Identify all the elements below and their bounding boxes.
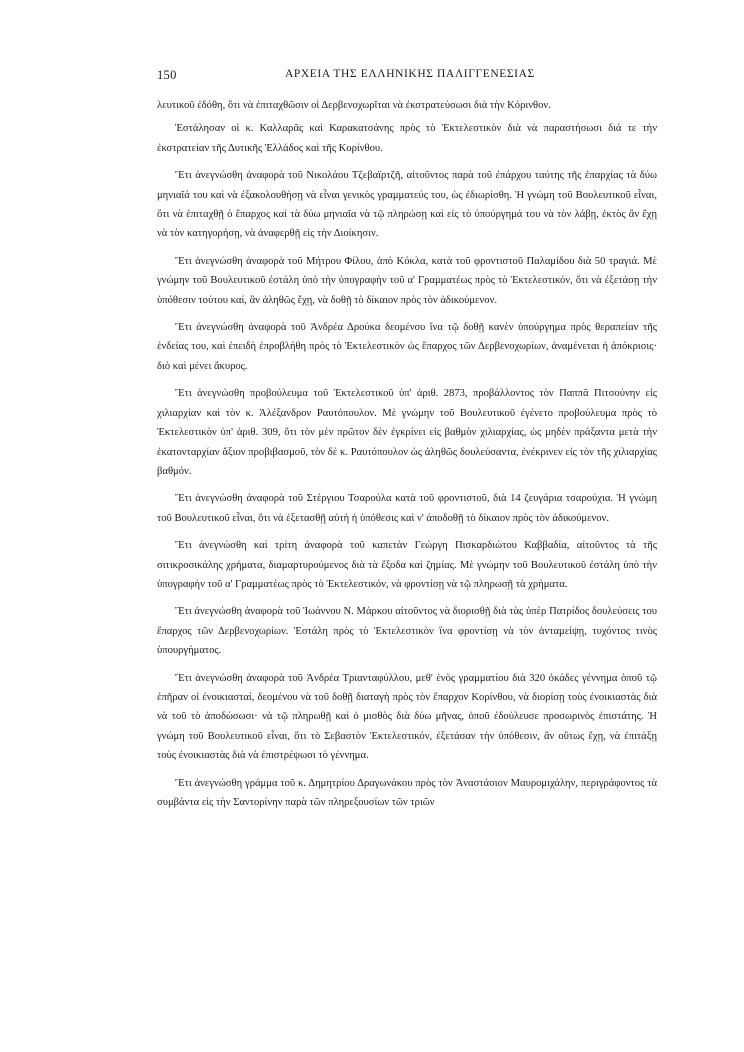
paragraph: Ἐστάλησαν οἱ κ. Καλλαρᾶς καὶ Καρακατσάνης πρὸς τὸ Ἐκτελεστικὸν διὰ νὰ παραστήσωσι διά τε τὴν ἐκστρατείαν τῆς Δυτικῆς Ἑλλάδος καὶ τῆς Κορίνθου. — [157, 123, 657, 154]
running-head: ΑΡΧΕΙΑ ΤΗΣ ΕΛΛΗΝΙΚΗΣ ΠΑΛΙΓΓΕΝΕΣΙΑΣ — [285, 68, 535, 80]
paragraph: Ἔτι ἀνεγνώσθη προβούλευμα τοῦ Ἐκτελεστικοῦ ὑπ' ἀριθ. 2873, προβάλλοντος τὸν Παππᾶ Πιτσούνην εἰς χιλιαρχίαν καὶ τὸν κ. Ἀλέξανδρον Ραυτόπουλον. Μὲ γνώμην τοῦ Βουλευτικοῦ ἐγένετο προβούλευμα πρὸς τὸ Ἐκτελεστικὸν ὑπ' ἀριθ. 309, ὅτι τὸν μὲν πρῶτον δὲν ἐγκρίνει εἰς βαθμὸν χιλιαρχίας, ὡς μηδὲν πράξαντα μετὰ τὴν ἑκατονταρχίαν ἄξιον προβιβασμοῦ, τὸν δὲ κ. Ραυτόπουλον ὡς ἀληθῶς δουλεύσαντα, ἐνέκρινεν εἰς τὸν τῆς χιλιαρχίας βαθμόν. — [157, 388, 657, 477]
page-number: 150 — [157, 68, 177, 82]
paragraph: Ἔτι ἀνεγνώσθη ἀναφορὰ τοῦ Μήτρου Φίλου, ἀπὸ Κόκλα, κατὰ τοῦ φροντιστοῦ Παλαμίδου διὰ 50 τραγιά. Μὲ γνώμην τοῦ Βουλευτικοῦ ἐστάλη ὑπὸ τὴν ὑπογραφὴν τοῦ α' Γραμματέως πρὸς τὸ Ἐκτελεστικόν, ὅτι νὰ ἐξετάσῃ τὴν ὑπόθεσιν τούτου καί, ἂν ἀληθῶς ἔχῃ, νὰ δοθῇ τὸ δίκαιον πρὸς τὸν ἀδικούμενον. — [157, 255, 657, 306]
paragraph: Ἔτι ἀνεγνώσθη ἀναφορὰ τοῦ Ἀνδρέα Τριανταφύλλου, μεθ' ἑνὸς γραμματίου διὰ 320 ὀκάδες γέννημα ὁποῦ τῷ ἐπῆραν οἱ ἐνοικιασταί, δεομένου νὰ τοῦ δοθῇ διαταγὴ πρὸς τὸν ἔπαρχον Κορίνθου, νὰ διορίσῃ τοὺς ἐνοικιαστὰς διὰ νὰ τοῦ τὸ ἀποδώσωσι· νὰ τῷ πληρωθῇ καὶ ὁ μισθὸς διὰ δύω μῆνας, ὁποῦ ἐδούλευσε προσωρινὸς ἐπιστάτης. Ἡ γνώμη τοῦ Βουλευτικοῦ εἶναι, ὅτι τὸ Σεβαστὸν Ἐκτελεστικόν, ἐξετάσαν τὴν ὑπόθεσιν, ἂν οὕτως ἔχῃ, νὰ ἐπιτάξῃ τοὺς ἐνοικιαστὰς διὰ νὰ ἐπιστρέψωσι τὸ γέννημα. — [157, 672, 657, 762]
paragraph: Ἔτι ἀνεγνώσθη ἀναφορὰ τοῦ Ἀνδρέα Δρούκα δεομένου ἵνα τῷ δοθῇ κανὲν ὑπούργημα πρὸς θεραπείαν τῆς ἐνδείας του, καὶ ἐπειδὴ ἐπροβλήθη πρὸς τὸ Ἐκτελεστικὸν ὡς ἔπαρχος τῶν Δερβενοχωρίων, ἀναμένεται ἡ ἀπόκρισις· διὸ καὶ μένει ἄκυρος. — [157, 322, 657, 372]
paragraph: Ἔτι ἀνεγνώσθη ἀναφορὰ τοῦ Νικολάου Τζεβαϊρτζῆ, αἰτοῦντος παρὰ τοῦ ἐπάρχου ταύτης τῆς ἐπαρχίας τὰ δύω μηνιαῖά του καὶ νὰ ἐξακολουθήσῃ νὰ εἶναι γενικὸς γραμματεύς του, ὡς ἐδιωρίσθη. Ἡ γνώμη τοῦ Βουλευτικοῦ εἶναι, ὅτι νὰ ἐπιταχθῇ ὁ ἔπαρχος καὶ τὰ δύω μηνιαῖα νὰ τῷ πληρώσῃ καὶ εἰς τὸ ὑπούργημά του νὰ τὸν λάβῃ, ἐκτὸς ἂν ἔχῃ νὰ τὸν κατηγορήσῃ, νὰ ἀναφερθῇ εἰς τὴν Διοίκησιν. — [157, 170, 657, 240]
paragraph: λευτικοῦ ἐδόθη, ὅτι νὰ ἐπιταχθῶσιν οἱ Δερβενοχωρῖται νὰ ἐκστρατεύσωσι διὰ τὴν Κόρινθον. — [157, 100, 551, 111]
paragraph: Ἔτι ἀνεγνώσθη καὶ τρίτη ἀναφορὰ τοῦ καπετὰν Γεώργη Πισκαρδιώτου Καββαδία, αἰτοῦντος τὰ τῆς σιτικροσικάλης χρήματα, διαμαρτυρούμενος διὰ τὰ ἔξοδα καὶ ζημίας. Μὲ γνώμην τοῦ Βουλευτικοῦ ἐστάλη ὑπὸ τὴν ὑπογραφὴν τοῦ α' Γραμματέως πρὸς τὸ Ἐκτελεστικόν, νὰ φροντίσῃ νὰ τῷ πληρωσῇ τὰ χρήματα. — [157, 540, 657, 590]
page-header — [157, 68, 657, 86]
body-text — [157, 96, 657, 820]
paragraph: Ἔτι ἀνεγνώσθη γράμμα τοῦ κ. Δημητρίου Δραγωνάκου πρὸς τὸν Ἀναστάσιον Μαυρομιχάλην, περιγράφοντος τὰ συμβάντα εἰς τὴν Σαντορίνην παρὰ τῶν πληρεξουσίων τῶν τριῶν — [157, 777, 657, 808]
paragraph: Ἔτι ἀνεγνώσθη ἀναφορὰ τοῦ Ἰωάννου Ν. Μάρκου αἰτοῦντος νὰ διορισθῇ διὰ τὰς ὑπὲρ Πατρίδος δουλεύσεις του ἔπαρχος τῶν Δερβενοχωρίων. Ἐστάλη πρὸς τὸ Ἐκτελεστικὸν ἵνα φροντίσῃ νὰ τὸν ἀνταμείψῃ, τυχόντος τινὸς ὑπουργήματος. — [157, 606, 657, 657]
paragraph: Ἔτι ἀνεγνώσθη ἀναφορὰ τοῦ Στέργιου Τσαρούλα κατὰ τοῦ φροντιστοῦ, διὰ 14 ζευγάρια τσαρούχια. Ἡ γνώμη τοῦ Βουλευτικοῦ εἶναι, ὅτι νὰ ἐξετασθῇ αὐτὴ ἡ ὑπόθεσις καὶ ν' ἀποδοθῇ τὸ δίκαιον πρὸς τὸν ἀδικούμενον. — [157, 493, 657, 524]
